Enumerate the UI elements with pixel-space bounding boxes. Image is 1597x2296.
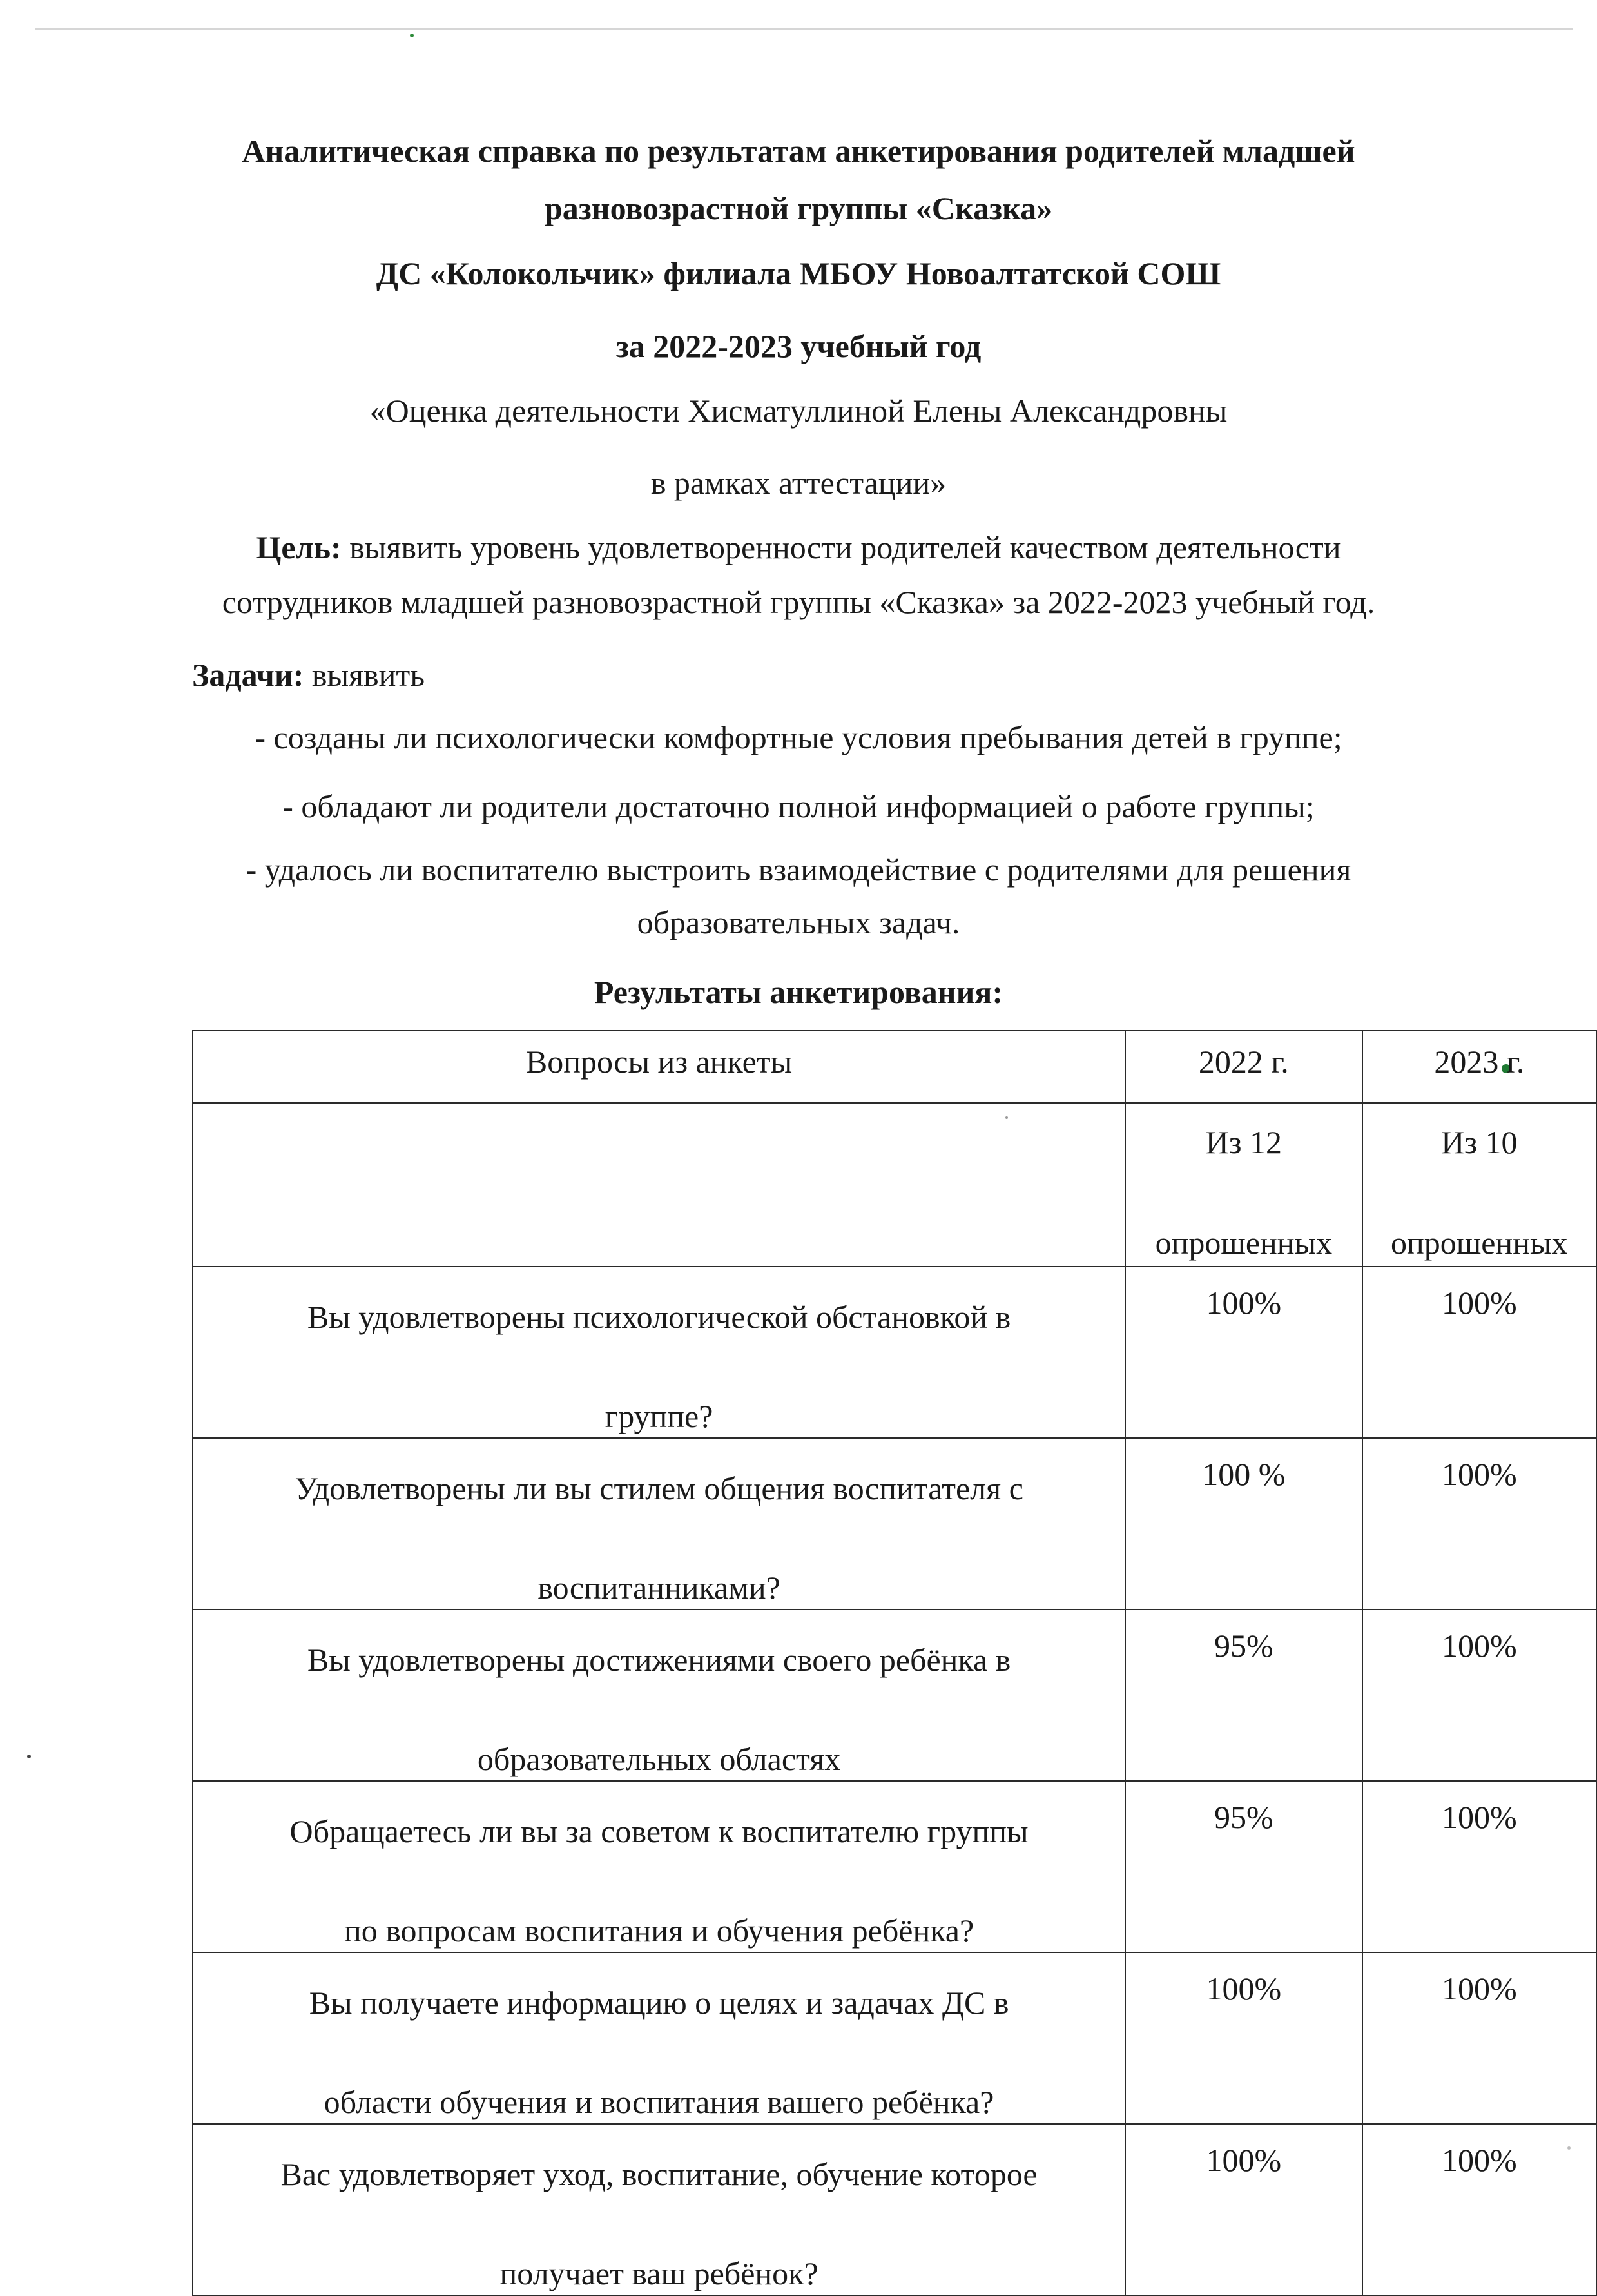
value-2022-cell: 100% — [1125, 2124, 1362, 2295]
question-cell: Вас удовлетворяет уход, воспитание, обучение которое получает ваш ребёнок? — [193, 2124, 1125, 2295]
results-table — [192, 1030, 1597, 2296]
tasks-heading — [192, 656, 425, 694]
table-header-row — [193, 1031, 1596, 1103]
goal-text-line: сотрудников младшей разновозрастной группы «Сказка» за 2022-2023 учебный год. — [222, 584, 1375, 620]
tasks-intro: выявить — [304, 657, 425, 693]
question-cell: Вы удовлетворены психологической обстановкой в группе? — [193, 1267, 1125, 1438]
respondents-empty-cell — [193, 1103, 1125, 1267]
question-cell: Вы получаете информацию о целях и задачах ДС в области обучения и воспитания вашего ребёнка? — [193, 1952, 1125, 2124]
goal-text: выявить уровень удовлетворенности родителей качеством деятельности — [341, 529, 1341, 565]
value-2023-cell: 100% — [1362, 1610, 1596, 1781]
table-row — [193, 1610, 1596, 1781]
question-cell: Удовлетворены ли вы стилем общения воспитателя с воспитанниками? — [193, 1438, 1125, 1610]
table-row — [193, 2124, 1596, 2295]
subtitle-line: в рамках аттестации» — [650, 465, 947, 501]
value-2022-cell: 95% — [1125, 1610, 1362, 1781]
value-2022-cell: 100% — [1125, 1952, 1362, 2124]
scan-top-edge — [35, 28, 1573, 30]
table-row — [193, 1952, 1596, 2124]
respondents-count: Из 12 — [1205, 1124, 1282, 1160]
title-line: Аналитическая справка по результатам анкетирования родителей младшей — [242, 133, 1355, 169]
value-2023-cell: 100% — [1362, 1952, 1596, 2124]
respondents-2023-cell — [1362, 1103, 1596, 1267]
value-2023-cell: 100% — [1362, 2124, 1596, 2295]
goal-paragraph — [0, 529, 1597, 566]
title-line: ДС «Колокольчик» филиала МБОУ Новоалтатской СОШ — [376, 255, 1221, 291]
table-row — [193, 1781, 1596, 1952]
scan-speck — [27, 1755, 31, 1758]
value-2023-cell: 100% — [1362, 1438, 1596, 1610]
value-2023-cell: 100% — [1362, 1781, 1596, 1952]
task-item: - обладают ли родители достаточно полной информацией о работе группы; — [282, 788, 1315, 824]
task-item-continued: образовательных задач. — [637, 904, 960, 940]
value-2022-cell: 95% — [1125, 1781, 1362, 1952]
value-2022-cell: 100% — [1125, 1267, 1362, 1438]
respondents-word: опрошенных — [1390, 1225, 1568, 1261]
value-2023-cell: 100% — [1362, 1267, 1596, 1438]
table-respondents-row — [193, 1103, 1596, 1267]
respondents-count: Из 10 — [1441, 1124, 1518, 1160]
subtitle-line: «Оценка деятельности Хисматуллиной Елены Александровны — [369, 393, 1228, 429]
title-line: разновозрастной группы «Сказка» — [544, 190, 1053, 226]
header-cell-2023: 2023 г. — [1362, 1031, 1596, 1103]
task-item: - удалось ли воспитателю выстроить взаимодействие с родителями для решения — [246, 851, 1351, 888]
respondents-2022-cell — [1125, 1103, 1362, 1267]
value-2022-cell: 100 % — [1125, 1438, 1362, 1610]
tasks-label: Задачи: — [192, 657, 304, 693]
table-row — [193, 1438, 1596, 1610]
question-cell: Вы удовлетворены достижениями своего ребёнка в образовательных областях — [193, 1610, 1125, 1781]
question-cell: Обращаетесь ли вы за советом к воспитателю группы по вопросам воспитания и обучения ребёнка? — [193, 1781, 1125, 1952]
header-cell-2022: 2022 г. — [1125, 1031, 1362, 1103]
respondents-word: опрошенных — [1155, 1225, 1333, 1261]
title-line: за 2022-2023 учебный год — [615, 328, 982, 364]
goal-label: Цель: — [256, 529, 342, 565]
task-item: - созданы ли психологически комфортные условия пребывания детей в группе; — [255, 719, 1342, 755]
table-row — [193, 1267, 1596, 1438]
header-cell-questions: Вопросы из анкеты — [193, 1031, 1125, 1103]
scan-speck — [410, 34, 414, 37]
results-heading: Результаты анкетирования: — [594, 974, 1003, 1010]
